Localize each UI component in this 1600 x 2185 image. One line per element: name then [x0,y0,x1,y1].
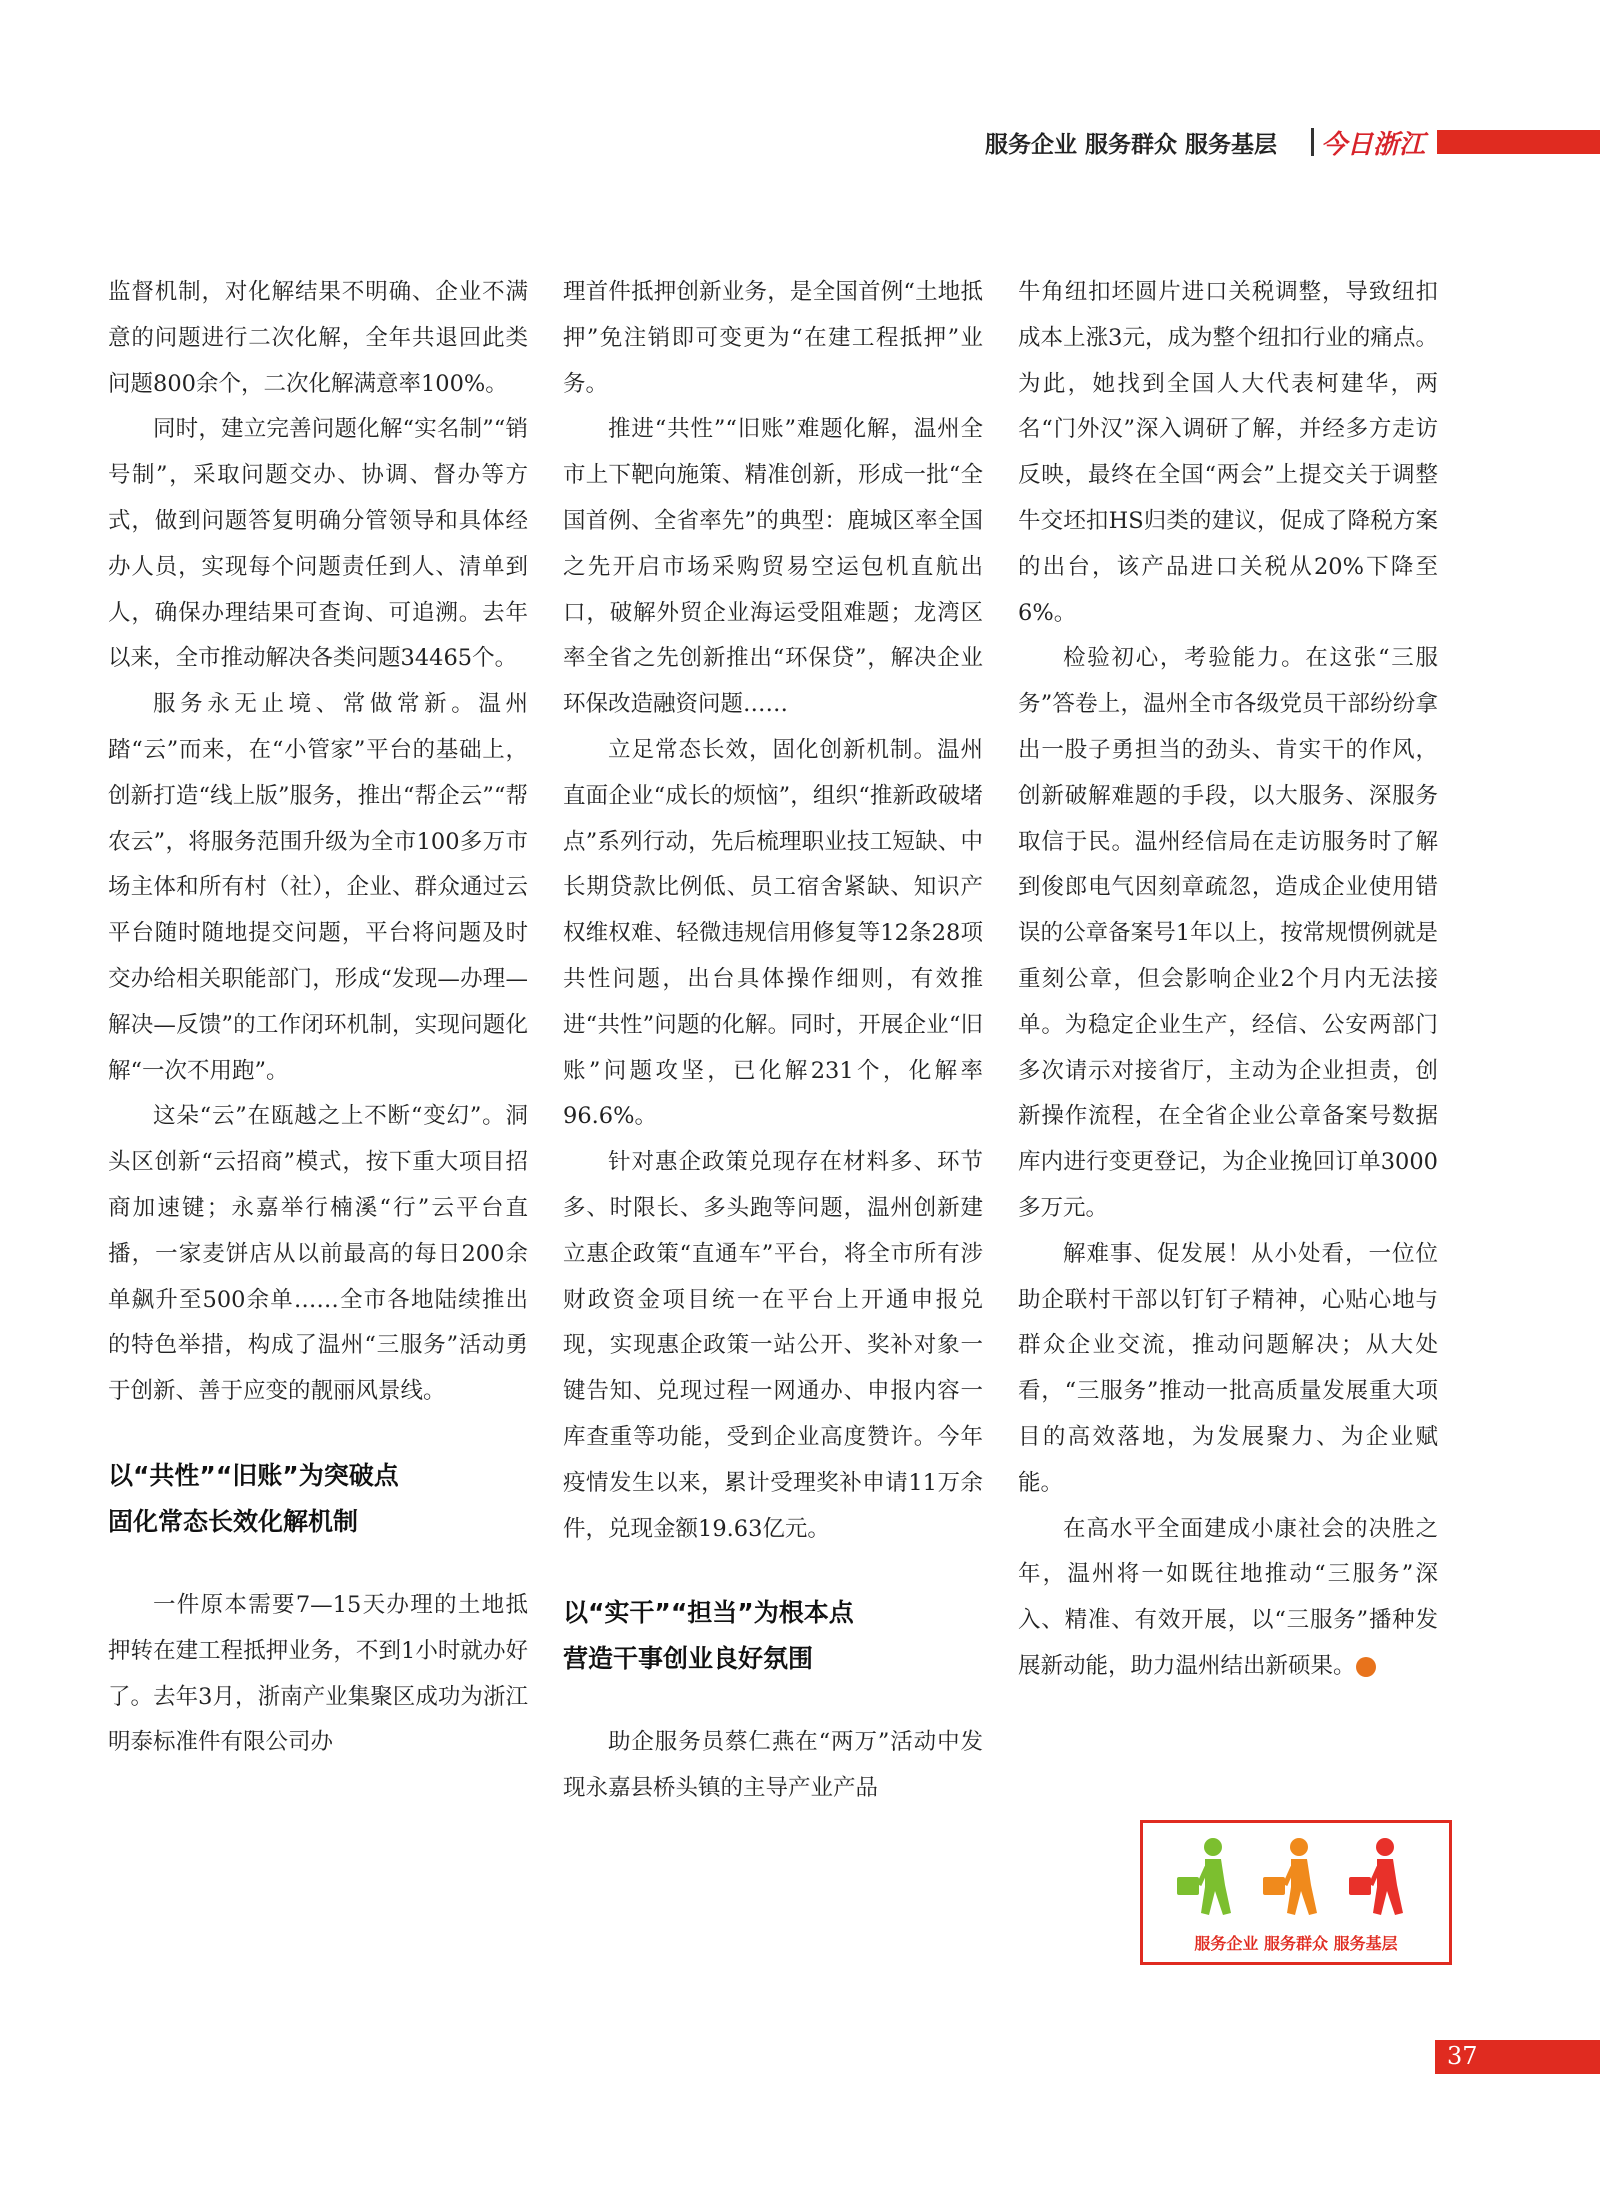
orange-figure-icon [1263,1838,1317,1915]
paragraph: 立足常态长效，固化创新机制。温州直面企业“成长的烦恼”，组织“推新政破堵点”系列行动，先后梳理职业技工短缺、中长期贷款比例低、员工宿舍紧缺、知识产权维权难、轻微违规信用修复等12条28项共性问题，出台具体操作细则，有效推进“共性”问题的化解。同时，开展企业“旧账”问题攻坚，已化解231个，化解率96.6%。 [563,736,983,1130]
page-number: 37 [1447,2042,1478,2070]
walking-figures-icon [1143,1833,1449,1923]
badge-caption: 服务企业 服务群众 服务基层 [1194,1934,1398,1953]
article-column-2 [563,270,983,1812]
paragraph: 理首件抵押创新业务，是全国首例“土地抵押”免注销即可变更为“在建工程抵押”业务。 [563,279,983,397]
article-column-1 [108,270,528,1766]
section-heading [563,1590,983,1682]
paragraph [1018,1507,1438,1690]
header-red-bar [1437,130,1600,154]
paragraph: 解难事、促发展！从小处看，一位位助企联村干部以钉钉子精神，心贴心地与群众企业交流，推动问题解决；从大处看，“三服务”推动一批高质量发展重大项目的高效落地，为发展聚力、为企业赋能。 [1018,1240,1438,1496]
paragraph: 牛角纽扣坯圆片进口关税调整，导致纽扣成本上涨3元，成为整个纽扣行业的痛点。为此，她找到全国人大代表柯建华，两名“门外汉”深入调研了解，并经多方走访反映，最终在全国“两会”上提交关于调整牛交坯扣HS归类的建议，促成了降税方案的出台，该产品进口关税从20%下降至6%。 [1018,279,1438,626]
header-tagline: 服务企业 服务群众 服务基层 [985,132,1278,158]
paragraph: 这朵“云”在瓯越之上不断“变幻”。洞头区创新“云招商”模式，按下重大项目招商加速键；永嘉举行楠溪“行”云平台直播，一家麦饼店从以前最高的每日200余单飙升至500余单……全市各地陆续推出的特色举措，构成了温州“三服务”活动勇于创新、善于应变的靓丽风景线。 [108,1103,528,1405]
paragraph: 助企服务员蔡仁燕在“两万”活动中发现永嘉县桥头镇的主导产业产品 [563,1729,983,1802]
page-number-bar [1435,2040,1600,2074]
paragraph: 针对惠企政策兑现存在材料多、环节多、时限长、多头跑等问题，温州创新建立惠企政策“直通车”平台，将全市所有涉财政资金项目统一在平台上开通申报兑现，实现惠企政策一站公开、奖补对象一键告知、兑现过程一网通办、申报内容一库查重等功能，受到企业高度赞许。今年疫情发生以来，累计受理奖补申请11万余件，兑现金额19.63亿元。 [563,1149,983,1542]
section-heading [108,1453,528,1545]
paragraph: 检验初心，考验能力。在这张“三服务”答卷上，温州全市各级党员干部纷纷拿出一股子勇担当的劲头、肯实干的作风，创新破解难题的手段，以大服务、深服务取信于民。温州经信局在走访服务时了解到俊郎电气因刻章疏忽，造成企业使用错误的公章备案号1年以上，按常规惯例就是重刻公章，但会影响企业2个月内无法接单。为稳定企业生产，经信、公安两部门多次请示对接省厅，主动为企业担责，创新操作流程，在全省企业公章备案号数据库内进行变更登记，为企业挽回订单3000多万元。 [1018,645,1438,1221]
page-header [985,124,1600,160]
paragraph: 服务永无止境、常做常新。温州踏“云”而来，在“小管家”平台的基础上，创新打造“线上版”服务，推出“帮企云”“帮农云”，将服务范围升级为全市100多万市场主体和所有村（社），企业、群众通过云平台随时随地提交问题，平台将问题及时交办给相关职能部门，形成“发现—办理—解决—反馈”的工作闭环机制，实现问题化解“一次不用跑”。 [108,691,528,1084]
article-column-3 [1018,270,1438,1690]
header-separator [1311,128,1314,156]
section-heading-line: 以“共性”“旧账”为突破点 [108,1460,399,1490]
paragraph-text: 在高水平全面建成小康社会的决胜之年，温州将一如既往地推动“三服务”深入、精准、有效开展，以“三服务”播种发展新动能，助力温州结出新硕果。 [1018,1515,1438,1679]
end-mark-icon: 今 [1356,1657,1376,1677]
section-heading-line: 固化常态长效化解机制 [108,1506,359,1536]
paragraph: 同时，建立完善问题化解“实名制”“销号制”，采取问题交办、协调、督办等方式，做到问题答复明确分管领导和具体经办人员，实现每个问题责任到人、清单到人，确保办理结果可查询、可追溯。去年以来，全市推动解决各类问题34465个。 [108,416,528,672]
magazine-logo: 今日浙江 [1321,130,1426,160]
paragraph: 推进“共性”“旧账”难题化解，温州全市上下靶向施策、精准创新，形成一批“全国首例、全省率先”的典型：鹿城区率全国之先开启市场采购贸易空运包机直航出口，破解外贸企业海运受阻难题；龙湾区率全省之先创新推出“环保贷”，解决企业环保改造融资问题…… [563,416,983,718]
green-figure-icon [1177,1838,1231,1915]
three-services-badge [1140,1820,1452,1965]
paragraph: 一件原本需要7—15天办理的土地抵押转在建工程抵押业务，不到1小时就办好了。去年3月，浙南产业集聚区成功为浙江明泰标准件有限公司办 [108,1591,528,1756]
paragraph: 监督机制，对化解结果不明确、企业不满意的问题进行二次化解，全年共退回此类问题800余个，二次化解满意率100%。 [108,279,528,397]
red-figure-icon [1349,1838,1403,1915]
section-heading-line: 以“实干”“担当”为根本点 [563,1598,854,1628]
section-heading-line: 营造干事创业良好氛围 [563,1644,814,1674]
